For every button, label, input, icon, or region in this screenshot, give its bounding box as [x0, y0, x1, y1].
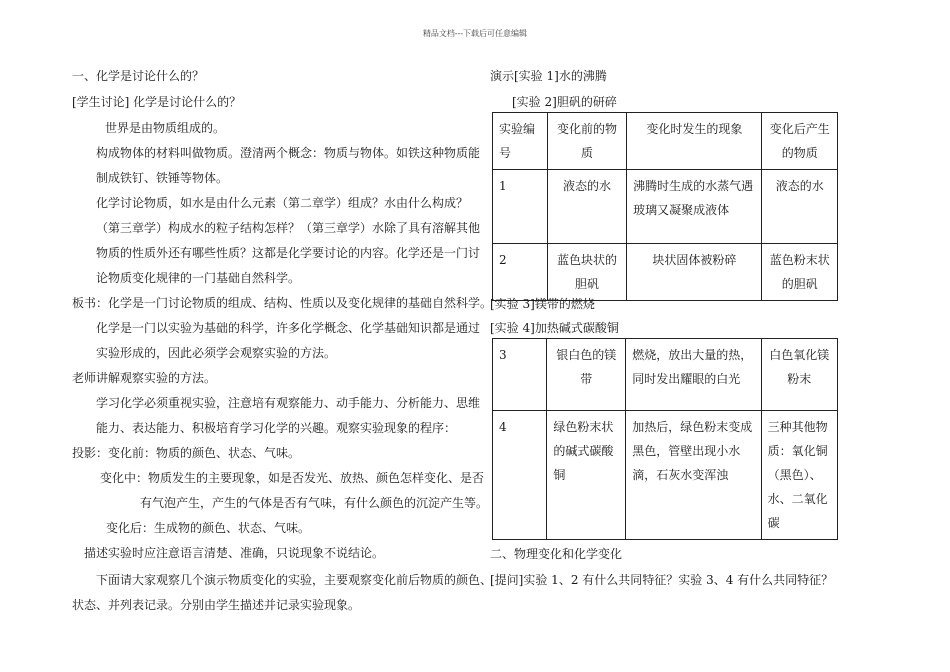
section-heading: 一、化学是讨论什么的？	[72, 69, 205, 83]
table-cell: 4	[493, 411, 547, 540]
text-line: 能力、表达能力、积极培育学习化学的兴趣。观察实验现象的程序：	[96, 421, 457, 435]
text-line: [学生讨论] 化学是讨论什么的？	[72, 95, 242, 109]
table-header-row	[493, 113, 838, 170]
table-cell: 白色氧化镁粉末	[761, 339, 837, 411]
section-heading: 二、物理变化和化学变化	[490, 547, 623, 561]
text-line: 老师讲解观察实验的方法。	[72, 371, 217, 385]
table-cell: 绿色粉末状的碱式碳酸铜	[547, 411, 626, 540]
table-cell: 沸腾时生成的水蒸气遇玻璃又凝聚成液体	[627, 170, 762, 244]
text-line: 有气泡产生，产生的气体是否有气味，有什么颜色的沉淀产生等。	[140, 496, 489, 510]
table-row	[493, 244, 838, 301]
text-line: 化学是一门以实验为基础的科学，许多化学概念、化学基础知识都是通过	[96, 321, 481, 335]
text-line: 变化后：生成物的颜色、状态、气味。	[106, 521, 311, 535]
table-cell: 银白色的镁带	[547, 339, 626, 411]
text-line: 制成铁钉、铁锤等物体。	[96, 171, 229, 185]
table-cell: 液态的水	[547, 170, 626, 244]
question-line: [提问]实验 1、2 有什么共同特征？实验 3、4 有什么共同特征？	[490, 573, 834, 587]
table-cell: 3	[493, 339, 547, 411]
experiment-2-title: [实验 2]胆矾的研碎	[512, 95, 617, 109]
table-cell: 加热后，绿色粉末变成黑色，管壁出现小水滴，石灰水变浑浊	[626, 411, 761, 540]
table-cell: 三种其他物质：氧化铜（黑色）、水、二氧化碳	[761, 411, 837, 540]
header-cell: 变化前的物质	[547, 113, 626, 170]
text-line: 实验形成的，因此必须学会观察实验的方法。	[96, 346, 337, 360]
table-cell: 燃烧，放出大量的热，同时发出耀眼的白光	[626, 339, 761, 411]
text-line: 板书：化学是一门讨论物质的组成、结构、性质以及变化规律的基础自然科学。	[72, 296, 493, 310]
table-row	[493, 339, 838, 411]
text-line: （第三章学）构成水的粒子结构怎样？（第三章学）水除了具有溶解其他	[96, 221, 481, 235]
table-cell: 2	[493, 244, 548, 301]
table-cell: 蓝色粉末状的胆矾	[762, 244, 838, 301]
text-line: 论物质变化规律的一门基础自然科学。	[96, 271, 301, 285]
text-line: 物质的性质外还有哪些性质？这都是化学要讨论的内容。化学还是一门讨	[96, 246, 481, 260]
page-header: 精品文档---下载后可任意编辑	[422, 29, 528, 38]
table-row	[493, 411, 838, 540]
text-line: 投影：变化前：物质的颜色、状态、气味。	[72, 446, 301, 460]
experiment-table-2	[492, 338, 838, 540]
text-line: 描述实验时应注意语言清楚、准确，只说现象不说结论。	[84, 546, 385, 560]
text-line: 构成物体的材料叫做物质。澄清两个概念：物质与物体。如铁这种物质能	[96, 146, 481, 160]
header-cell: 变化时发生的现象	[627, 113, 762, 170]
table-cell: 液态的水	[762, 170, 838, 244]
experiment-4-title: [实验 4]加热碱式碳酸铜	[490, 321, 619, 335]
text-line: 世界是由物质组成的。	[105, 121, 226, 135]
text-line: 状态、并列表记录。分别由学生描述并记录实验现象。	[72, 598, 361, 612]
table-cell: 块状固体被粉碎	[627, 244, 762, 301]
table-row	[493, 170, 838, 244]
experiment-3-title: [实验 3]镁带的燃烧	[490, 297, 595, 311]
experiment-1-title: 演示[实验 1]水的沸腾	[490, 69, 607, 83]
table-cell: 蓝色块状的胆矾	[547, 244, 626, 301]
text-line: 化学讨论物质，如水是由什么元素（第二章学）组成？水由什么构成？	[96, 196, 469, 210]
text-line: 变化中：物质发生的主要现象，如是否发光、放热、颜色怎样变化、是否	[100, 471, 485, 485]
header-cell: 实验编号	[493, 113, 548, 170]
header-cell: 变化后产生的物质	[762, 113, 838, 170]
table-cell: 1	[493, 170, 548, 244]
experiment-table-1	[492, 112, 838, 301]
text-line: 学习化学必须重视实验，注意培有观察能力、动手能力、分析能力、思维	[96, 396, 481, 410]
text-line: 下面请大家观察几个演示物质变化的实验，主要观察变化前后物质的颜色、	[96, 573, 493, 587]
